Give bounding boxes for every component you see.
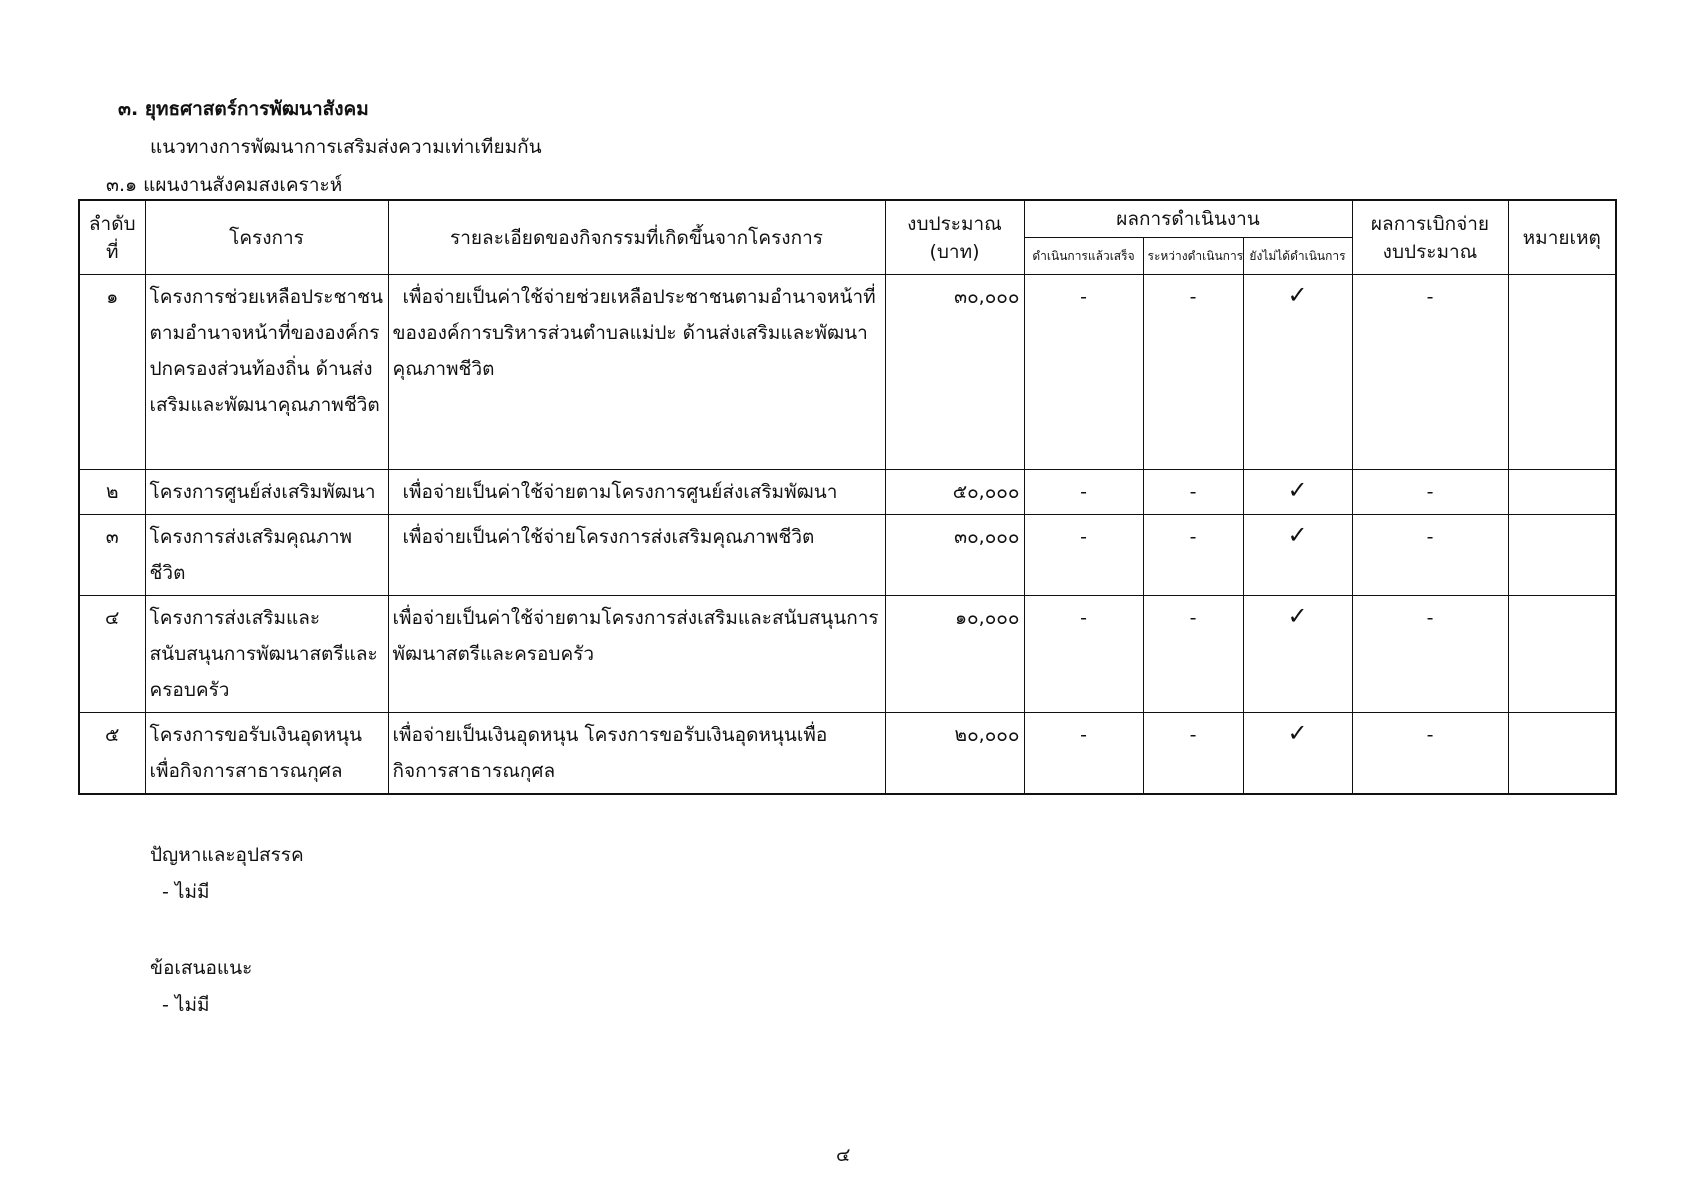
row-in-progress: - [1143, 515, 1243, 596]
row-disbursed: - [1352, 596, 1508, 713]
row-disbursed: - [1352, 713, 1508, 795]
row-in-progress: - [1143, 713, 1243, 795]
row-budget: ๓๐,๐๐๐ [885, 515, 1024, 596]
header-remark: หมายเหตุ [1508, 200, 1616, 275]
row-no: ๑ [79, 275, 145, 470]
row-not-started [1243, 596, 1352, 713]
row-detail: เพื่อจ่ายเป็นเงินอุดหนุน โครงการขอรับเงินอุดหนุนเพื่อกิจการสาธารณกุศล [388, 713, 885, 795]
suggestions-title: ข้อเสนอแนะ [150, 957, 253, 979]
header-disbursement: ผลการเบิกจ่าย งบประมาณ [1352, 200, 1508, 275]
row-no: ๓ [79, 515, 145, 596]
check-icon: ✓ [1287, 602, 1308, 630]
check-icon: ✓ [1287, 281, 1308, 309]
row-not-started [1243, 470, 1352, 515]
row-project: โครงการส่งเสริมและสนับสนุนการพัฒนาสตรีและครอบครัว [145, 596, 388, 713]
section-subheading: แนวทางการพัฒนาการเสริมส่งความเท่าเทียมกัน [150, 136, 542, 158]
row-no: ๕ [79, 713, 145, 795]
row-disbursed: - [1352, 515, 1508, 596]
plan-title: ๓.๑ แผนงานสังคมสงเคราะห์ [106, 174, 343, 196]
row-detail: เพื่อจ่ายเป็นค่าใช้จ่ายตามโครงการศูนย์ส่งเสริมพัฒนา [388, 470, 885, 515]
header-project: โครงการ [145, 200, 388, 275]
problems-item: - ไม่มี [162, 881, 210, 903]
header-budget: งบประมาณ (บาท) [885, 200, 1024, 275]
row-project: โครงการส่งเสริมคุณภาพชีวิต [145, 515, 388, 596]
header-result-done: ดำเนินการแล้วเสร็จ [1024, 238, 1143, 275]
problems-title: ปัญหาและอุปสรรค [150, 844, 304, 866]
check-icon: ✓ [1287, 521, 1308, 549]
page-number: ๔ [836, 1144, 851, 1166]
header-result-not-started: ยังไม่ได้ดำเนินการ [1243, 238, 1352, 275]
row-project: โครงการศูนย์ส่งเสริมพัฒนา [145, 470, 388, 515]
row-remark [1508, 515, 1616, 596]
suggestions-item: - ไม่มี [162, 994, 210, 1016]
row-remark [1508, 596, 1616, 713]
row-no: ๔ [79, 596, 145, 713]
row-detail: เพื่อจ่ายเป็นค่าใช้จ่ายช่วยเหลือประชาชนตามอำนาจหน้าที่ขององค์การบริหารส่วนตำบลแม่ปะ ด้านส่งเสริมและพัฒนาคุณภาพชีวิต [388, 275, 885, 470]
row-in-progress: - [1143, 596, 1243, 713]
check-icon: ✓ [1287, 476, 1308, 504]
row-detail: เพื่อจ่ายเป็นค่าใช้จ่ายโครงการส่งเสริมคุณภาพชีวิต [388, 515, 885, 596]
row-not-started [1243, 275, 1352, 470]
row-budget: ๓๐,๐๐๐ [885, 275, 1024, 470]
row-in-progress: - [1143, 275, 1243, 470]
projects-table [78, 199, 1617, 795]
row-remark [1508, 713, 1616, 795]
table-row [79, 470, 1616, 515]
table-row [79, 713, 1616, 795]
row-disbursed: - [1352, 470, 1508, 515]
row-remark [1508, 275, 1616, 470]
row-budget: ๑๐,๐๐๐ [885, 596, 1024, 713]
section-heading: ๓. ยุทธศาสตร์การพัฒนาสังคม [118, 98, 369, 120]
row-budget: ๕๐,๐๐๐ [885, 470, 1024, 515]
row-detail: เพื่อจ่ายเป็นค่าใช้จ่ายตามโครงการส่งเสริมและสนับสนุนการพัฒนาสตรีและครอบครัว [388, 596, 885, 713]
header-detail: รายละเอียดของกิจกรรมที่เกิดขึ้นจากโครงการ [388, 200, 885, 275]
table-row [79, 275, 1616, 470]
row-disbursed: - [1352, 275, 1508, 470]
row-done: - [1024, 275, 1143, 470]
row-no: ๒ [79, 470, 145, 515]
row-project: โครงการขอรับเงินอุดหนุนเพื่อกิจการสาธารณกุศล [145, 713, 388, 795]
row-budget: ๒๐,๐๐๐ [885, 713, 1024, 795]
table-row [79, 515, 1616, 596]
row-not-started [1243, 713, 1352, 795]
header-result-in-progress: ระหว่างดำเนินการ [1143, 238, 1243, 275]
check-icon: ✓ [1287, 719, 1308, 747]
row-done: - [1024, 515, 1143, 596]
row-remark [1508, 470, 1616, 515]
row-done: - [1024, 713, 1143, 795]
header-no: ลำดับ ที่ [79, 200, 145, 275]
row-done: - [1024, 596, 1143, 713]
row-in-progress: - [1143, 470, 1243, 515]
row-done: - [1024, 470, 1143, 515]
row-project: โครงการช่วยเหลือประชาชนตามอำนาจหน้าที่ขององค์กรปกครองส่วนท้องถิ่น ด้านส่งเสริมและพัฒนาคุณภาพชีวิต [145, 275, 388, 470]
header-result: ผลการดำเนินงาน [1024, 200, 1352, 238]
table-row [79, 596, 1616, 713]
row-not-started [1243, 515, 1352, 596]
